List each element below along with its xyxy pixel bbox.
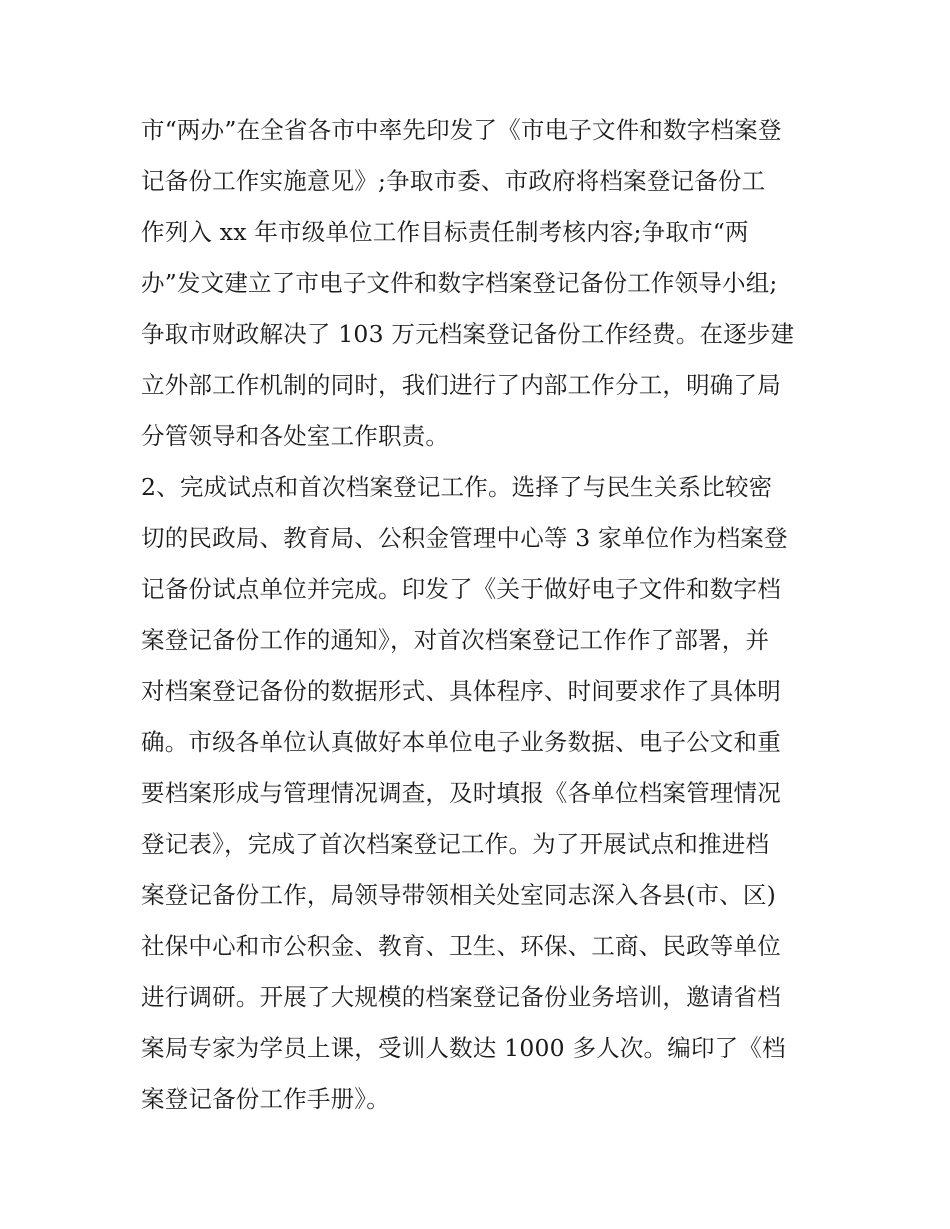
text-line: 2、完成试点和首次档案登记工作。选择了与民生关系比较密 [141, 473, 773, 501]
text-line: 分管领导和各处室工作职责。 [141, 422, 450, 450]
text-line: 办”发文建立了市电子文件和数字档案登记备份工作领导小组; [141, 269, 778, 297]
text-line: 社保中心和市公积金、教育、卫生、环保、工商、民政等单位 [141, 932, 781, 960]
text-line: 切的民政局、教育局、公积金管理中心等 3 家单位作为档案登 [141, 524, 788, 552]
text-line: 登记表》，完成了首次档案登记工作。为了开展试点和推进档 [141, 830, 770, 858]
text-line: 记备份试点单位并完成。印发了《关于做好电子文件和数字档 [141, 575, 781, 603]
text-line: 争取市财政解决了 103 万元档案登记备份工作经费。在逐步建 [141, 320, 795, 348]
text-line: 确。市级各单位认真做好本单位电子业务数据、电子公文和重 [141, 728, 781, 756]
text-line: 作列入 xx 年市级单位工作目标责任制考核内容;争取市“两 [141, 218, 749, 246]
text-line: 案登记备份工作的通知》，对首次档案登记工作作了部署，并 [141, 626, 770, 654]
text-line: 案登记备份工作手册》。 [141, 1085, 390, 1113]
text-line: 市“两办”在全省各市中率先印发了《市电子文件和数字档案登 [141, 116, 782, 144]
text-line: 立外部工作机制的同时，我们进行了内部工作分工，明确了局 [141, 371, 781, 399]
text-line: 要档案形成与管理情况调查，及时填报《各单位档案管理情况 [141, 779, 781, 807]
text-line: 进行调研。开展了大规模的档案登记备份业务培训，邀请省档 [141, 983, 781, 1011]
text-line: 案登记备份工作，局领导带领相关处室同志深入各县(市、区) [141, 881, 776, 909]
text-line: 记备份工作实施意见》;争取市委、市政府将档案登记备份工 [141, 167, 766, 195]
text-line: 对档案登记备份的数据形式、具体程序、时间要求作了具体明 [141, 677, 781, 705]
text-line: 案局专家为学员上课，受训人数达 1000 多人次。编印了《档 [141, 1034, 786, 1062]
